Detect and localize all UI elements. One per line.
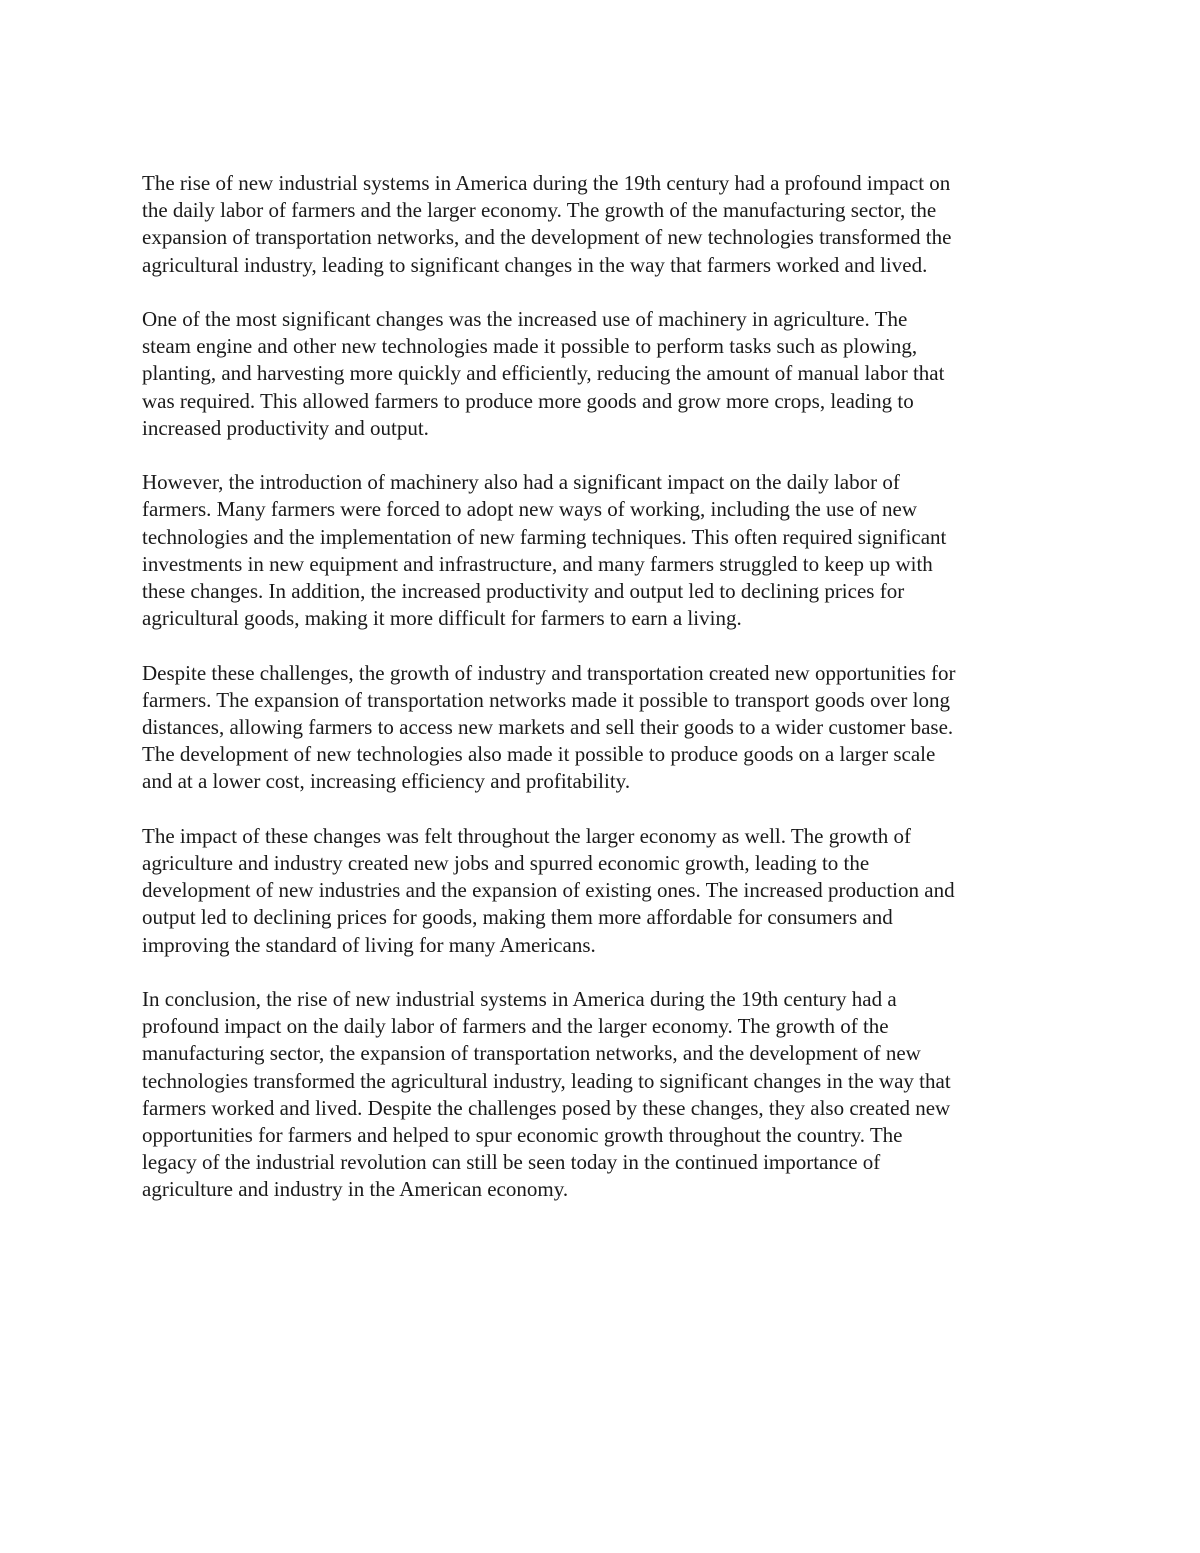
text-line: increased productivity and output. <box>142 415 429 440</box>
text-line: agricultural industry, leading to significant changes in the way that farmers worked and lived. <box>142 252 928 277</box>
text-line: The impact of these changes was felt throughout the larger economy as well. The growth of <box>142 823 911 848</box>
paragraph-4 <box>142 660 1062 796</box>
text-line: One of the most significant changes was the increased use of machinery in agriculture. The <box>142 307 908 331</box>
text-line: development of new industries and the expansion of existing ones. The increased production and <box>142 878 955 903</box>
paragraph-1 <box>142 170 1062 279</box>
text-line: investments in new equipment and infrastructure, and many farmers struggled to keep up with <box>142 551 933 576</box>
text-line: improving the standard of living for many Americans. <box>142 932 596 957</box>
paragraph-6 <box>142 986 1062 1204</box>
text-line: steam engine and other new technologies made it possible to perform tasks such as plowing, <box>142 334 918 359</box>
text-line: manufacturing sector, the expansion of transportation networks, and the development of new <box>142 1041 921 1066</box>
text-line: agriculture and industry created new jobs and spurred economic growth, leading to the <box>142 851 870 876</box>
text-line: The rise of new industrial systems in America during the 19th century had a profound impact on <box>142 171 951 195</box>
document-body <box>142 170 1062 1231</box>
text-line: technologies and the implementation of new farming techniques. This often required significant <box>142 524 947 549</box>
text-line: profound impact on the daily labor of farmers and the larger economy. The growth of the <box>142 1014 889 1039</box>
text-line: farmers. Many farmers were forced to adopt new ways of working, including the use of new <box>142 497 918 522</box>
text-line: farmers. The expansion of transportation networks made it possible to transport goods over long <box>142 687 950 712</box>
paragraph-3 <box>142 469 1062 632</box>
paragraph-2 <box>142 306 1062 442</box>
text-line: farmers worked and lived. Despite the challenges posed by these changes, they also created new <box>142 1095 951 1120</box>
text-line: expansion of transportation networks, and the development of new technologies transformed the <box>142 225 952 250</box>
paragraph-5 <box>142 823 1062 959</box>
text-line: and at a lower cost, increasing efficiency and profitability. <box>142 769 631 794</box>
text-line: legacy of the industrial revolution can still be seen today in the continued importance of <box>142 1150 881 1175</box>
text-line: was required. This allowed farmers to produce more goods and grow more crops, leading to <box>142 388 914 413</box>
text-line: agriculture and industry in the American economy. <box>142 1177 569 1202</box>
text-line: The development of new technologies also made it possible to produce goods on a larger scale <box>142 742 936 767</box>
text-line: these changes. In addition, the increased productivity and output led to declining prices for <box>142 579 905 604</box>
text-line: Despite these challenges, the growth of industry and transportation created new opportunities for <box>142 660 956 685</box>
text-line: distances, allowing farmers to access new markets and sell their goods to a wider customer base. <box>142 715 954 740</box>
text-line: agricultural goods, making it more difficult for farmers to earn a living. <box>142 606 742 631</box>
text-line: In conclusion, the rise of new industrial systems in America during the 19th century had a <box>142 987 897 1012</box>
text-line: the daily labor of farmers and the larger economy. The growth of the manufacturing sector, the <box>142 198 937 223</box>
text-line: However, the introduction of machinery also had a significant impact on the daily labor of <box>142 470 900 495</box>
text-line: technologies transformed the agricultural industry, leading to significant changes in the way that <box>142 1068 951 1093</box>
text-line: opportunities for farmers and helped to spur economic growth throughout the country. The <box>142 1123 903 1148</box>
text-line: output led to declining prices for goods, making them more affordable for consumers and <box>142 905 893 930</box>
text-line: planting, and harvesting more quickly and efficiently, reducing the amount of manual labor that <box>142 361 945 386</box>
